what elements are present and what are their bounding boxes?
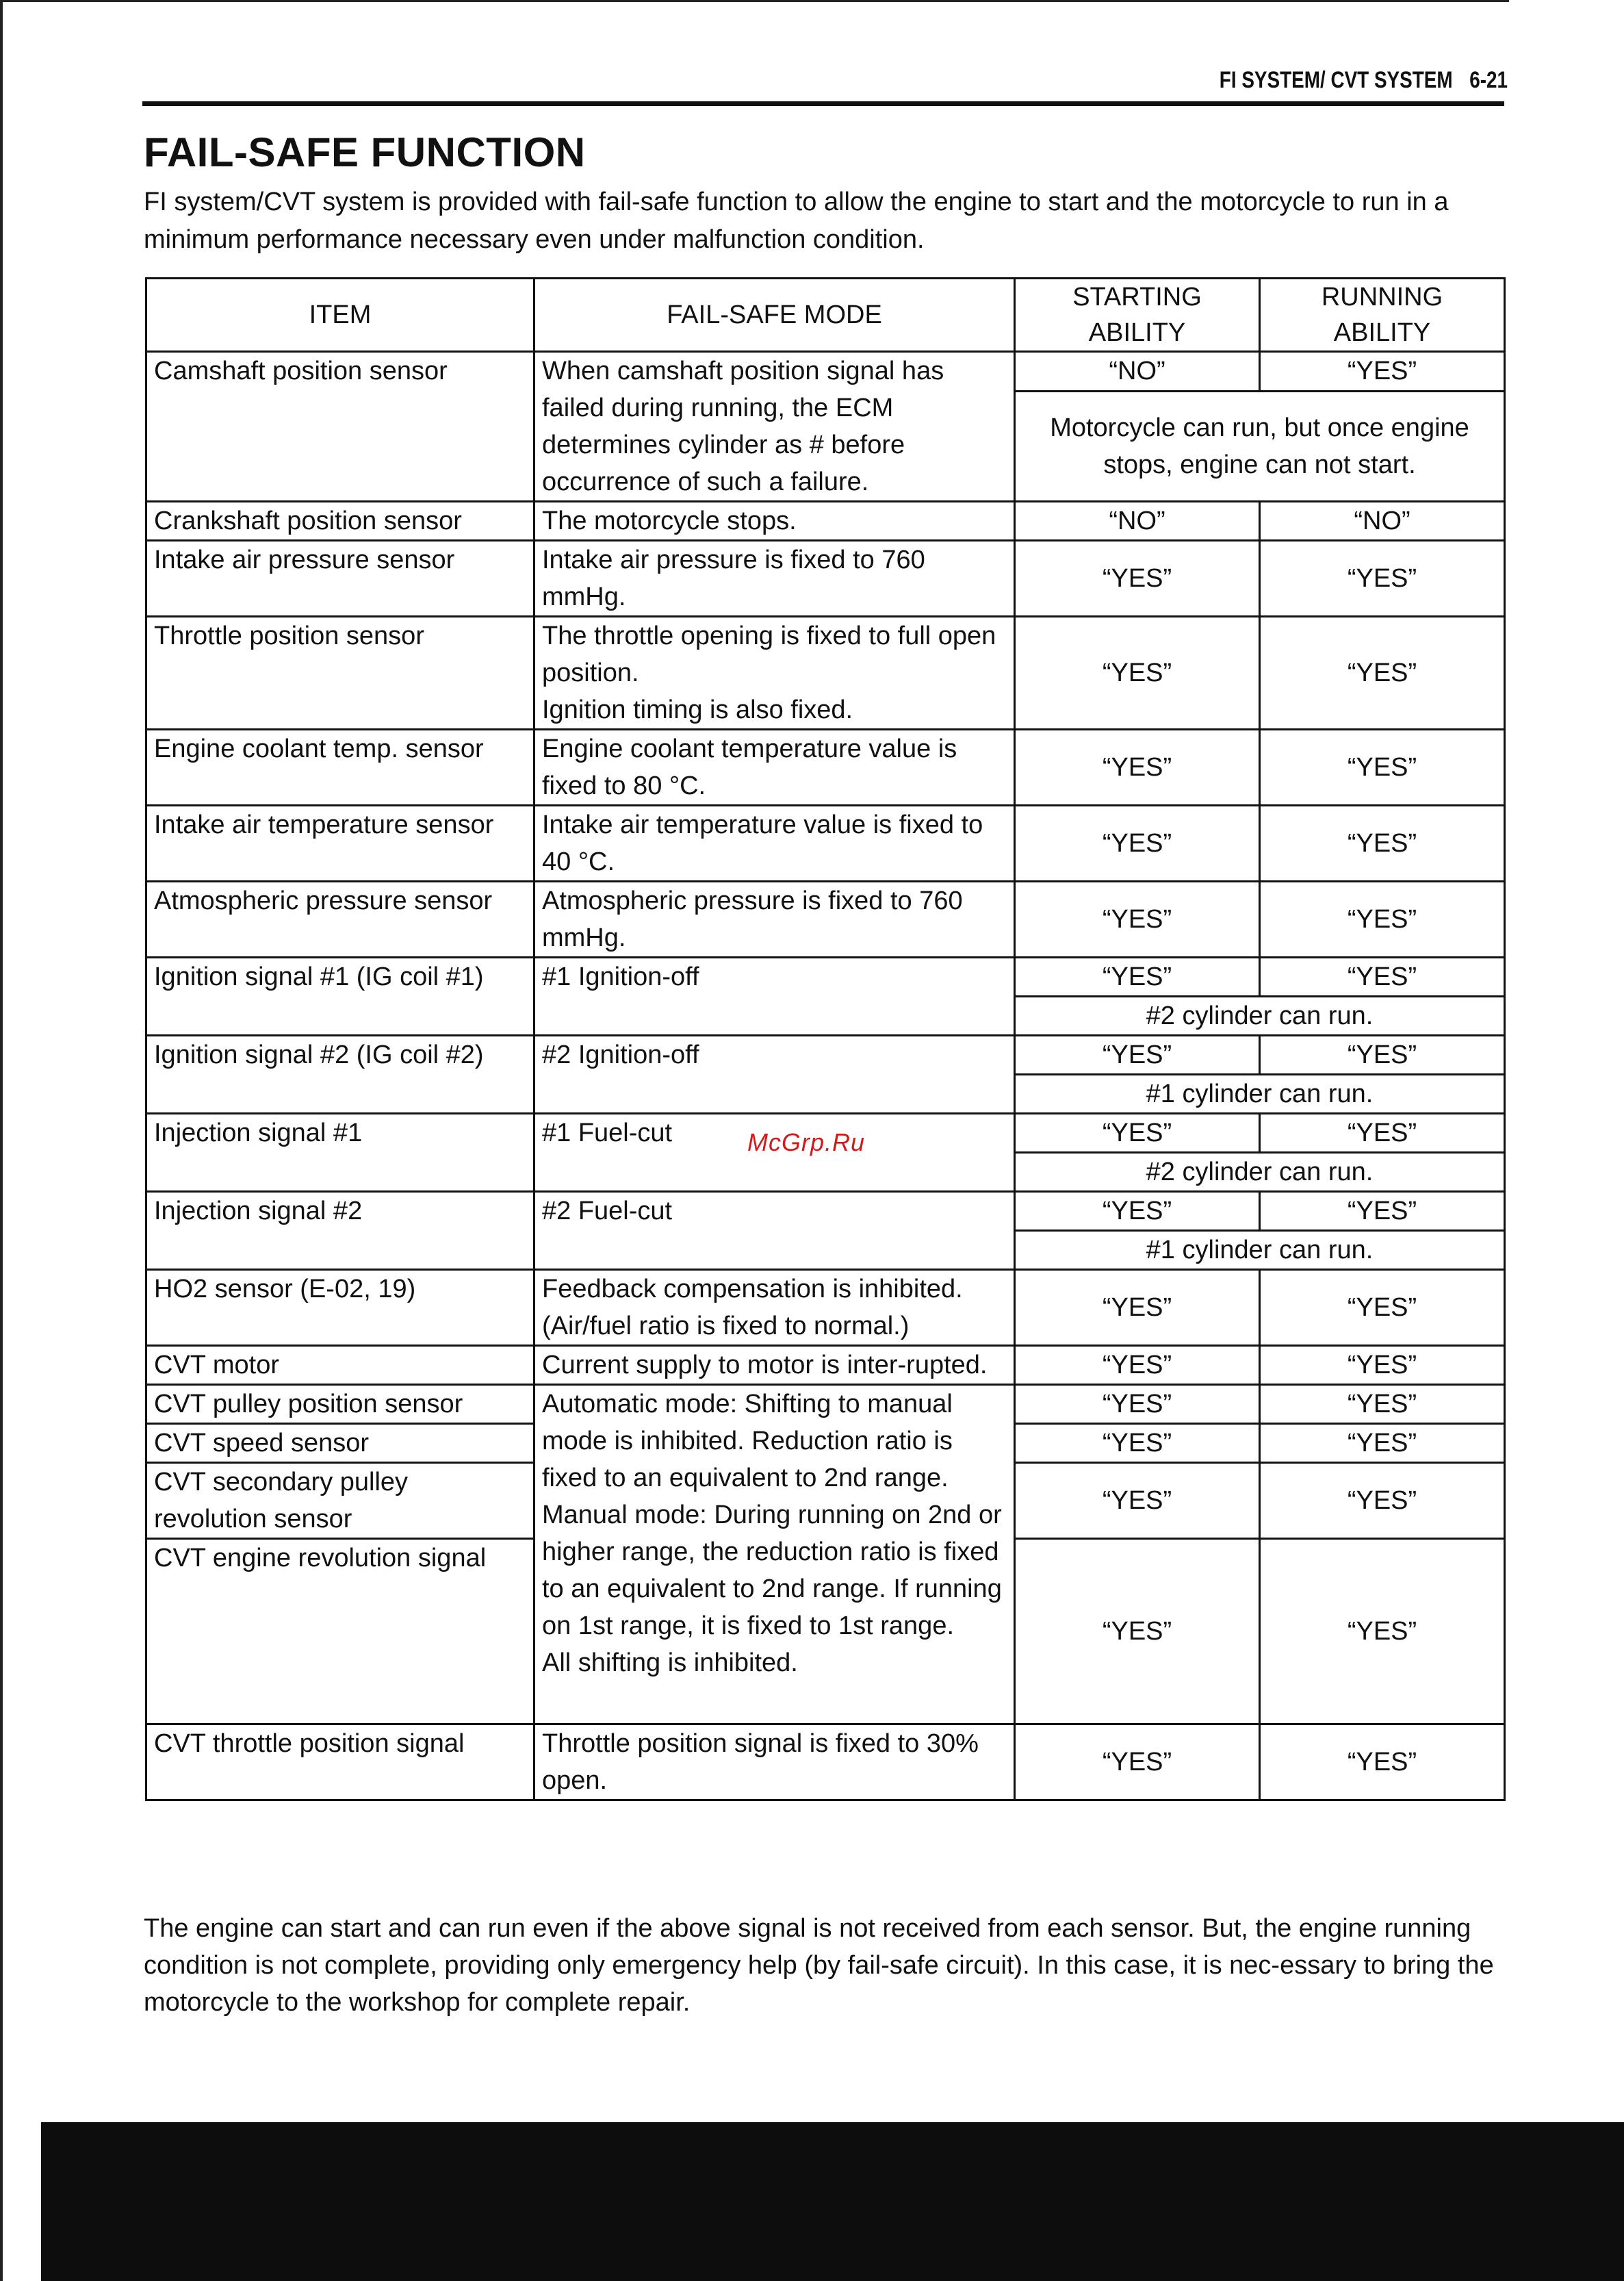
running-cell: “NO” (1260, 502, 1505, 541)
running-cell: “YES” (1260, 1463, 1505, 1539)
table-row (146, 1385, 1505, 1424)
header-rule (142, 101, 1504, 106)
starting-cell: “YES” (1015, 958, 1260, 997)
note-cell: #2 cylinder can run. (1015, 997, 1505, 1036)
item-cell: CVT speed sensor (146, 1424, 534, 1463)
mode-cell (534, 617, 1015, 730)
running-cell: “YES” (1260, 1114, 1505, 1153)
footer-paragraph: The engine can start and can run even if the above signal is not received from each sensor. But, the engine running condition is not complete, providing only emergency help (by fail-safe circuit). In this case, it is nec-essary to bring the motorcycle to the workshop for complete repair. (144, 1914, 1494, 2017)
mode-line: Manual mode: During running on 2nd or higher range, the reduction ratio is fixed to an equivalent to 2nd range. If running on 1st range, it is fixed to 1st range. (542, 1501, 1002, 1640)
starting-cell: “YES” (1015, 1385, 1260, 1424)
item-cell: Ignition signal #2 (IG coil #2) (146, 1036, 534, 1114)
item-cell: CVT engine revolution signal (146, 1539, 534, 1724)
running-cell: “YES” (1260, 1346, 1505, 1385)
item-cell: Crankshaft position sensor (146, 502, 534, 541)
header-section: FI SYSTEM/ CVT SYSTEM (1219, 67, 1453, 93)
running-cell: “YES” (1260, 352, 1505, 392)
bottom-scan-bar (41, 2122, 1624, 2281)
table-row (146, 541, 1505, 617)
item-cell: Atmospheric pressure sensor (146, 882, 534, 958)
mode-cell: Throttle position signal is fixed to 30% open. (534, 1724, 1015, 1800)
item-cell: Injection signal #2 (146, 1192, 534, 1270)
watermark-text: McGrp.Ru (747, 1128, 866, 1156)
table-row (146, 1724, 1505, 1800)
running-cell: “YES” (1260, 958, 1505, 997)
table-row (146, 617, 1505, 730)
mode-cell: Atmospheric pressure is fixed to 760 mmHg. (534, 882, 1015, 958)
table-row (146, 1270, 1505, 1346)
item-cell: CVT throttle position signal (146, 1724, 534, 1800)
header-running-ability (1260, 279, 1505, 352)
page-header (1220, 67, 1506, 101)
mode-line: (Air/fuel ratio is fixed to normal.) (542, 1312, 910, 1340)
starting-cell: “YES” (1015, 806, 1260, 882)
running-cell: “YES” (1260, 730, 1505, 806)
running-cell: “YES” (1260, 617, 1505, 730)
item-cell: HO2 sensor (E-02, 19) (146, 1270, 534, 1346)
table-row (146, 352, 1505, 392)
item-cell: Intake air temperature sensor (146, 806, 534, 882)
item-cell: Engine coolant temp. sensor (146, 730, 534, 806)
starting-cell: “YES” (1015, 1539, 1260, 1724)
note-cell: Motorcycle can run, but once engine stops, engine can not start. (1015, 391, 1505, 501)
starting-cell: “YES” (1015, 1424, 1260, 1463)
header-page-number: 6-21 (1469, 67, 1508, 93)
table-row (146, 1192, 1505, 1231)
mode-cell: #2 Ignition-off (534, 1036, 1015, 1114)
header-starting-line2: ABILITY (1088, 318, 1186, 347)
item-cell: Throttle position sensor (146, 617, 534, 730)
item-cell: CVT pulley position sensor (146, 1385, 534, 1424)
mode-cell: When camshaft position signal has failed during running, the ECM determines cylinder as # before occurrence of such a failure. (534, 352, 1015, 502)
item-cell: Ignition signal #1 (IG coil #1) (146, 958, 534, 1036)
mode-cell (534, 1270, 1015, 1346)
starting-cell: “NO” (1015, 502, 1260, 541)
item-cell: Camshaft position sensor (146, 352, 534, 502)
item-cell: CVT secondary pulley revolution sensor (146, 1463, 534, 1539)
header-starting-ability (1015, 279, 1260, 352)
mode-line: All shifting is inhibited. (542, 1648, 798, 1677)
table-row (146, 958, 1505, 997)
starting-cell: “YES” (1015, 730, 1260, 806)
page-title: FAIL-SAFE FUNCTION (144, 129, 586, 175)
starting-cell: “YES” (1015, 1463, 1260, 1539)
mode-cell: #2 Fuel-cut (534, 1192, 1015, 1270)
running-cell: “YES” (1260, 806, 1505, 882)
left-page-edge (0, 0, 3, 2281)
starting-cell: “YES” (1015, 1270, 1260, 1346)
starting-cell: “YES” (1015, 1114, 1260, 1153)
running-cell: “YES” (1260, 1385, 1505, 1424)
table-row (146, 1346, 1505, 1385)
starting-cell: “YES” (1015, 617, 1260, 730)
running-cell: “YES” (1260, 1724, 1505, 1800)
running-cell: “YES” (1260, 1036, 1505, 1075)
header-running-line1: RUNNING (1321, 283, 1443, 311)
item-cell: CVT motor (146, 1346, 534, 1385)
starting-cell: “YES” (1015, 541, 1260, 617)
top-edge-rule (0, 0, 1509, 2)
mode-line: Feedback compensation is inhibited. (542, 1275, 963, 1303)
item-cell: Intake air pressure sensor (146, 541, 534, 617)
mode-cell: Current supply to motor is inter-rupted. (534, 1346, 1015, 1385)
mode-cell: #1 Fuel-cut (534, 1114, 1015, 1192)
mode-cell: The motorcycle stops. (534, 502, 1015, 541)
table-row (146, 882, 1505, 958)
table-row (146, 502, 1505, 541)
table-row (146, 806, 1505, 882)
running-cell: “YES” (1260, 1424, 1505, 1463)
fail-safe-table (145, 277, 1506, 1801)
starting-cell: “YES” (1015, 1036, 1260, 1075)
mode-cell: Intake air temperature value is fixed to 40 °C. (534, 806, 1015, 882)
intro-paragraph: FI system/CVT system is provided with fail-safe function to allow the engine to start and the motorcycle to run in a minimum performance necessary even under malfunction condition. (144, 188, 1449, 254)
mode-cell: Intake air pressure is fixed to 760 mmHg. (534, 541, 1015, 617)
note-cell: #1 cylinder can run. (1015, 1075, 1505, 1114)
starting-cell: “NO” (1015, 352, 1260, 392)
starting-cell: “YES” (1015, 1192, 1260, 1231)
mode-cell: #1 Ignition-off (534, 958, 1015, 1036)
running-cell: “YES” (1260, 882, 1505, 958)
mode-line: Automatic mode: Shifting to manual mode is inhibited. Reduction ratio is fixed to an equivalent to 2nd range. (542, 1390, 953, 1492)
cvt-shared-mode-cell (534, 1385, 1015, 1724)
mode-cell: Engine coolant temperature value is fixed to 80 °C. (534, 730, 1015, 806)
note-cell: #2 cylinder can run. (1015, 1153, 1505, 1192)
table-row (146, 730, 1505, 806)
note-cell: #1 cylinder can run. (1015, 1231, 1505, 1270)
starting-cell: “YES” (1015, 882, 1260, 958)
mode-line: The throttle opening is fixed to full open position. (542, 622, 996, 687)
mode-line: Ignition timing is also fixed. (542, 696, 853, 724)
running-cell: “YES” (1260, 1539, 1505, 1724)
header-item: ITEM (146, 279, 534, 352)
item-cell: Injection signal #1 (146, 1114, 534, 1192)
running-cell: “YES” (1260, 541, 1505, 617)
running-cell: “YES” (1260, 1270, 1505, 1346)
header-starting-line1: STARTING (1072, 283, 1202, 311)
starting-cell: “YES” (1015, 1724, 1260, 1800)
running-cell: “YES” (1260, 1192, 1505, 1231)
header-fail-safe-mode: FAIL-SAFE MODE (534, 279, 1015, 352)
starting-cell: “YES” (1015, 1346, 1260, 1385)
table-row (146, 1036, 1505, 1075)
table-header-row (146, 279, 1505, 352)
header-running-line2: ABILITY (1333, 318, 1431, 347)
